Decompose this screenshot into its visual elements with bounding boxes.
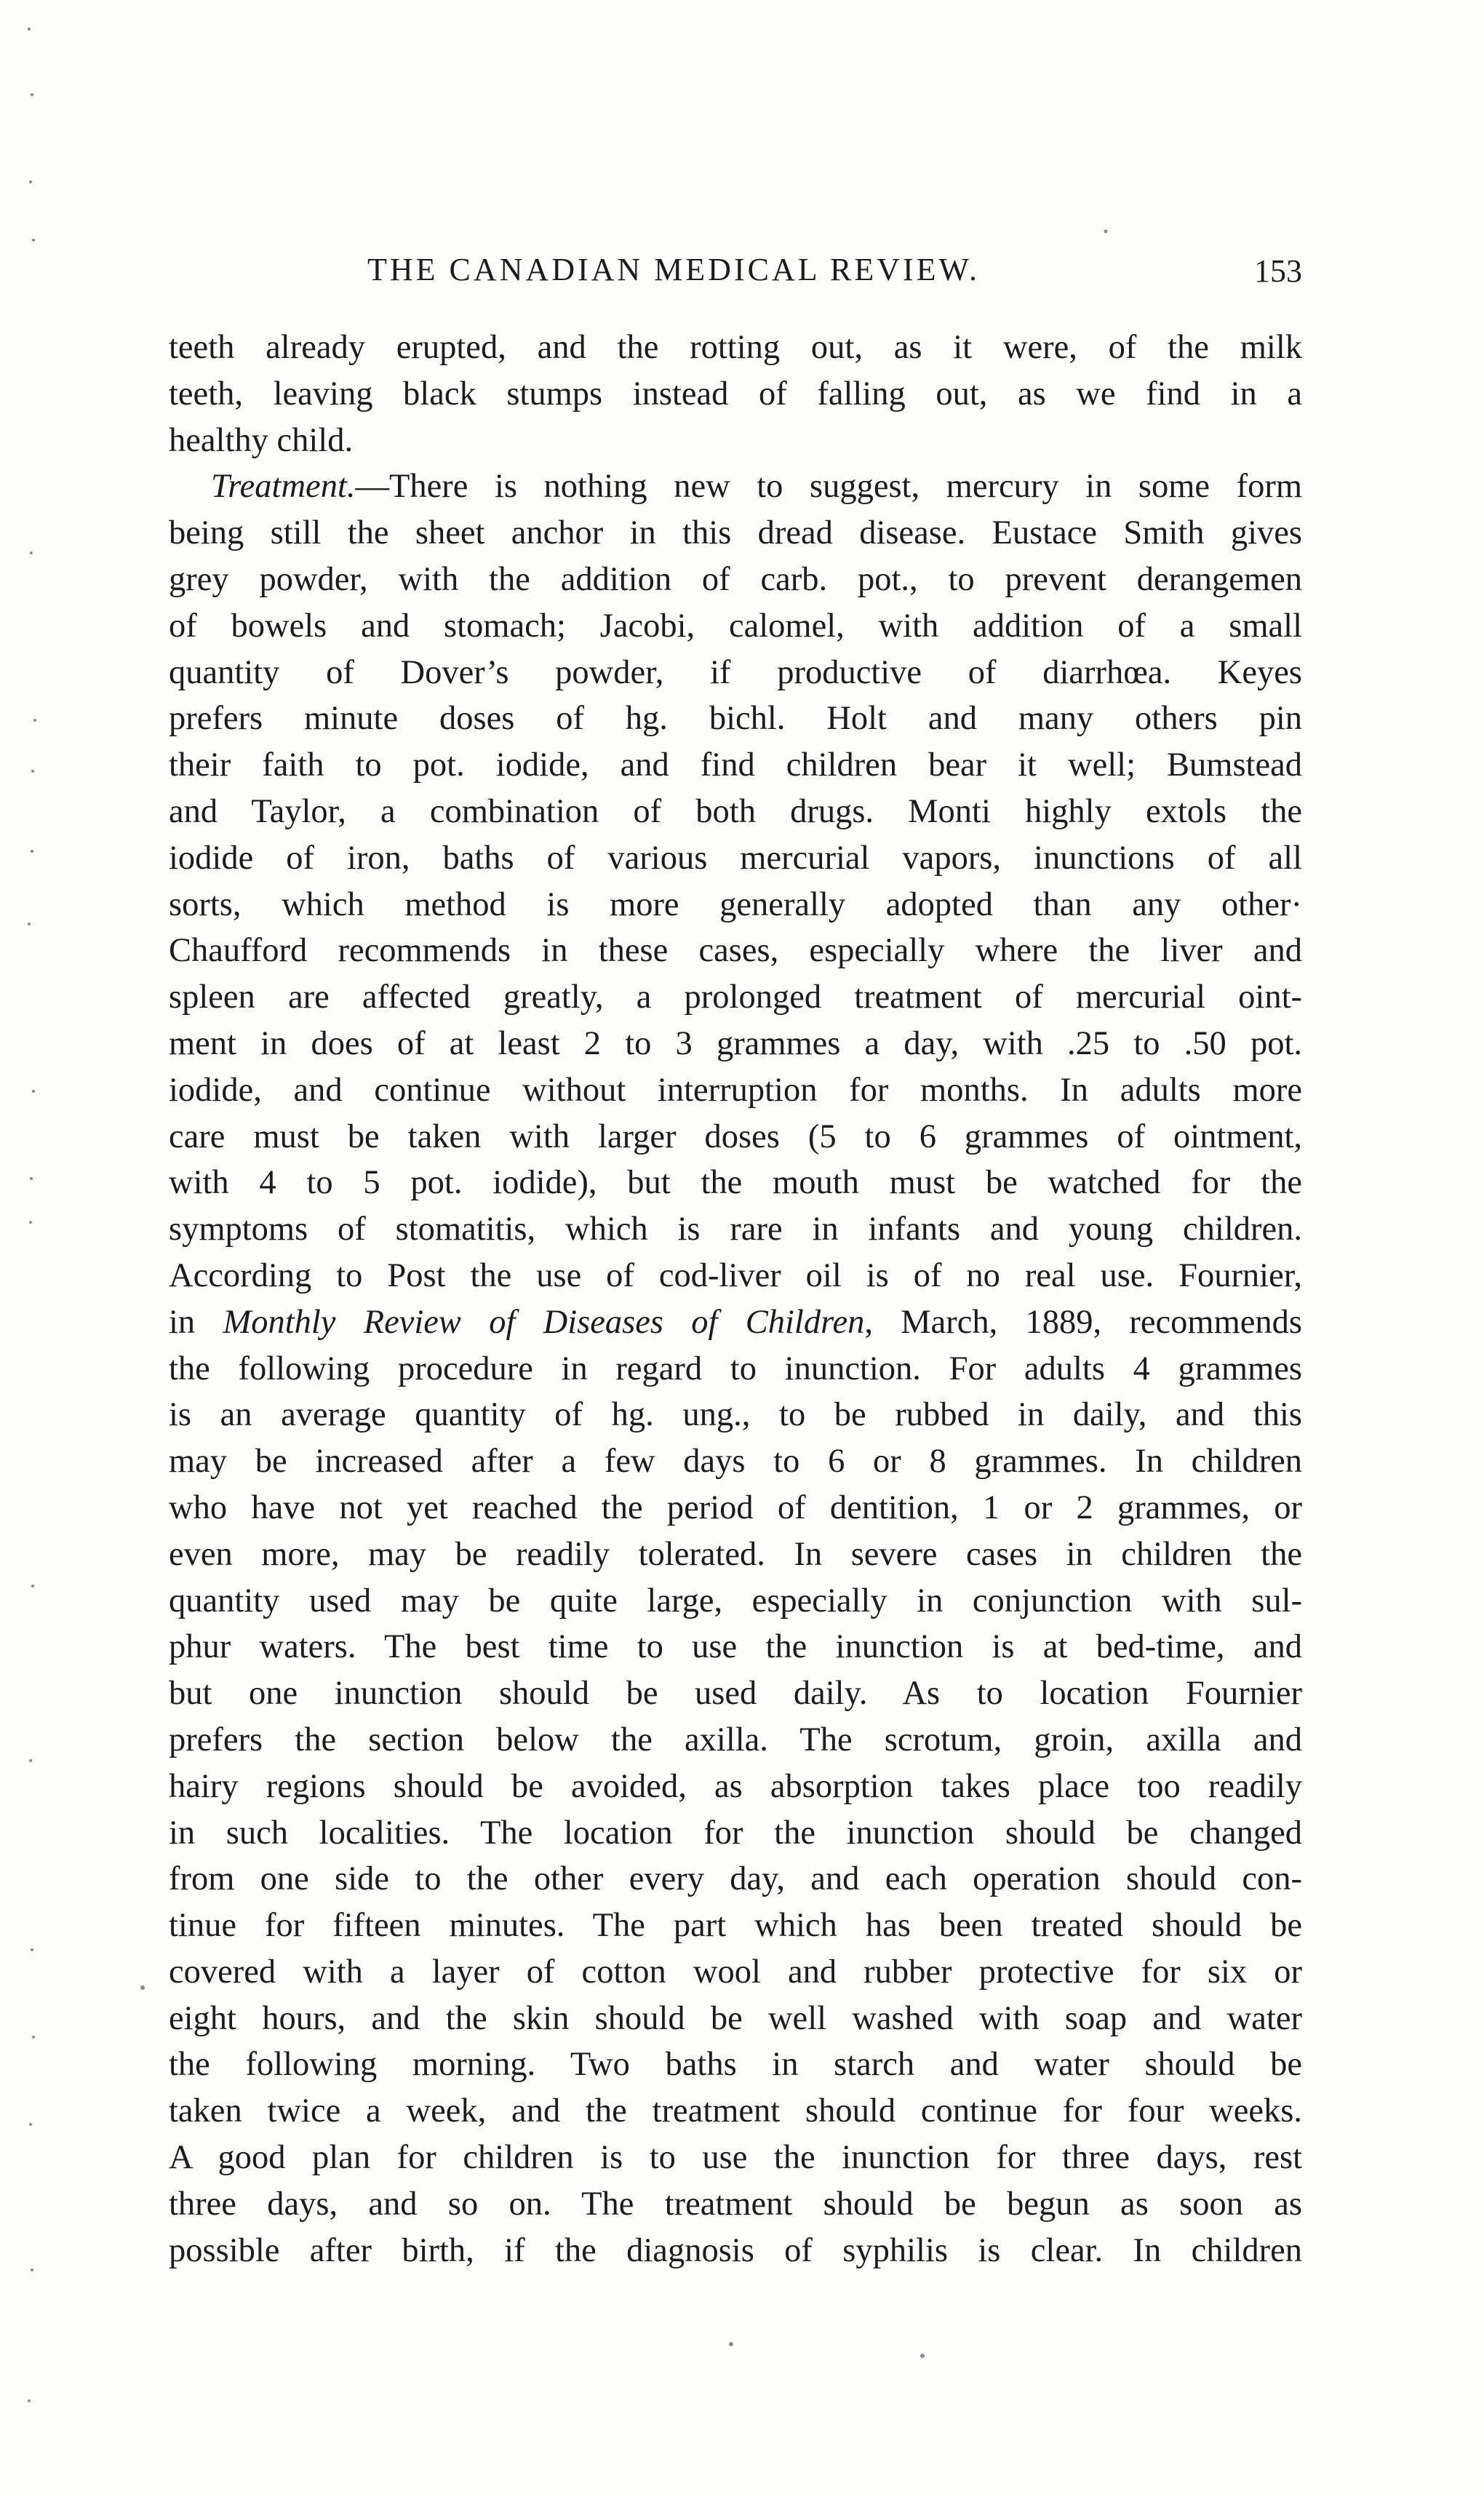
text-line: who have not yet reached the period of dentition, 1 or 2 grammes, or (169, 1489, 1302, 1526)
citation-line (169, 1299, 1302, 1346)
text-line: prefers the section below the axilla. The scrotum, groin, axilla and (169, 1721, 1302, 1758)
text-line: quantity of Dover’s powder, if productive of diarrhœa. Keyes (169, 653, 1302, 691)
text-line: the following procedure in regard to inunction. For adults 4 grammes (169, 1350, 1302, 1387)
text-line: the following morning. Two baths in starch and water should be (169, 2046, 1302, 2084)
body-text (169, 324, 1302, 2274)
text-line: iodide, and continue without interruption for months. In adults more (169, 1071, 1302, 1109)
text-line: of bowels and stomach; Jacobi, calomel, with addition of a small (169, 607, 1302, 645)
text-line: spleen are affected greatly, a prolonged treatment of mercurial oint- (169, 979, 1302, 1016)
text-line: covered with a layer of cotton wool and rubber protective for six or (169, 1953, 1302, 1991)
text-line: teeth, leaving black stumps instead of falling out, as we find in a (169, 375, 1302, 413)
citation-prefix: in (169, 1303, 196, 1341)
citation-suffix: , March, 1889, recommends (864, 1303, 1303, 1341)
text-line: their faith to pot. iodide, and find children bear it well; Bumstead (169, 746, 1302, 784)
text-line: possible after birth, if the diagnosis of syphilis is clear. In children (169, 2231, 1302, 2269)
text-line: in such localities. The location for the inunction should be changed (169, 1814, 1302, 1852)
text-line: quantity used may be quite large, especially in conjunction with sul- (169, 1582, 1302, 1619)
treatment-heading: Treatment. (211, 468, 356, 506)
text-line: with 4 to 5 pot. iodide), but the mouth must be watched for the (169, 1164, 1302, 1202)
paragraph-start-line (169, 463, 1302, 510)
text-line: may be increased after a few days to 6 or 8 grammes. In children (169, 1443, 1302, 1481)
text-line: symptoms of stomatitis, which is rare in infants and young children. (169, 1211, 1302, 1248)
text-line-rest: —There is nothing new to suggest, mercury in some form (355, 468, 1302, 506)
text-line: phur waters. The best time to use the inunction is at bed-time, and (169, 1628, 1302, 1666)
text-line: and Taylor, a combination of both drugs. Monti highly extols the (169, 792, 1302, 830)
text-line: teeth already erupted, and the rotting out, as it were, of the milk (169, 329, 1302, 366)
text-line: but one inunction should be used daily. As to location Fournier (169, 1675, 1302, 1713)
running-head (167, 251, 1302, 295)
text-line: ment in does of at least 2 to 3 grammes a day, with .25 to .50 pot. (169, 1024, 1302, 1062)
text-line: prefers minute doses of hg. bichl. Holt and many others pin (169, 700, 1302, 738)
journal-citation: Monthly Review of Diseases of Children (223, 1303, 865, 1341)
text-line: healthy child. (169, 421, 354, 459)
journal-title: THE CANADIAN MEDICAL REVIEW. (367, 252, 980, 287)
text-line: taken twice a week, and the treatment should continue for four weeks. (169, 2092, 1302, 2130)
text-line: three days, and so on. The treatment should be begun as soon as (169, 2185, 1302, 2223)
text-line: being still the sheet anchor in this dread disease. Eustace Smith gives (169, 514, 1302, 552)
text-line: Chaufford recommends in these cases, especially where the liver and (169, 932, 1302, 970)
text-line: even more, may be readily tolerated. In severe cases in children the (169, 1535, 1302, 1573)
page-number: 153 (1254, 253, 1302, 289)
text-line: from one side to the other every day, and each operation should con- (169, 1860, 1302, 1898)
text-line: iodide of iron, baths of various mercurial vapors, inunctions of all (169, 839, 1302, 877)
text-line: sorts, which method is more generally adopted than any other· (169, 885, 1302, 923)
text-line: is an average quantity of hg. ung., to be rubbed in daily, and this (169, 1396, 1302, 1434)
text-line: care must be taken with larger doses (5 to 6 grammes of ointment, (169, 1117, 1302, 1155)
text-line: tinue for fifteen minutes. The part which has been treated should be (169, 1907, 1302, 1945)
text-line: According to Post the use of cod-liver oil is of no real use. Fournier, (169, 1256, 1302, 1294)
text-line: eight hours, and the skin should be well washed with soap and water (169, 1999, 1302, 2037)
text-line: grey powder, with the addition of carb. pot., to prevent derangemen (169, 560, 1302, 598)
text-line: hairy regions should be avoided, as absorption takes place too readily (169, 1767, 1302, 1805)
text-line: A good plan for children is to use the inunction for three days, rest (169, 2139, 1302, 2177)
